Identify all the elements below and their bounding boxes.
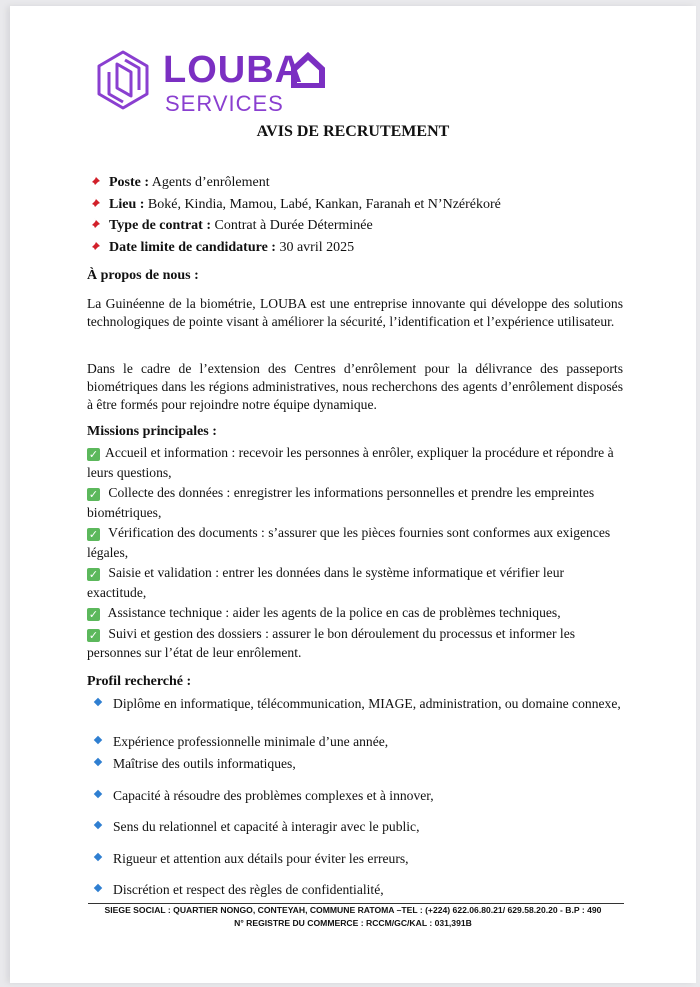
list-item	[87, 443, 623, 482]
mission-text: Suivi et gestion des dossiers : assurer le bon déroulement du processus et informer les personnes sur l’état de leur enrôlement.	[87, 625, 576, 660]
page-title: AVIS DE RECRUTEMENT	[256, 123, 450, 140]
profile-text: Sens du relationnel et capacité à interagir avec le public,	[113, 819, 420, 834]
diamond-bullet-icon	[94, 698, 102, 706]
profile-text: Maîtrise des outils informatiques,	[113, 756, 296, 771]
profile-text: Expérience professionnelle minimale d’une année,	[113, 734, 389, 749]
footer-divider	[88, 903, 624, 904]
info-label: Poste :	[109, 175, 150, 190]
pushpin-icon	[89, 239, 103, 253]
profile-text: Discrétion et respect des règles de confidentialité,	[113, 882, 384, 897]
pushpin-icon	[89, 196, 103, 210]
missions-list	[87, 443, 623, 664]
mission-text: Collecte des données : enregistrer les informations personnelles et prendre les empreintes biométriques,	[87, 485, 595, 520]
mission-text: Saisie et validation : entrer les données dans le système informatique et vérifier leur exactitude,	[87, 565, 565, 600]
about-paragraph-1: La Guinéenne de la biométrie, LOUBA est une entreprise innovante qui développe des solutions technologiques de pointe visant à améliorer la sécurité, l’identification et l’expérience utilisateur.	[87, 296, 623, 329]
diamond-bullet-icon	[94, 884, 102, 892]
checkmark-icon: ✓	[88, 528, 99, 541]
list-item	[87, 732, 623, 752]
list-item	[87, 786, 623, 806]
info-label: Date limite de candidature :	[109, 239, 276, 255]
info-row	[89, 215, 501, 237]
list-item	[87, 849, 623, 869]
diamond-bullet-icon	[94, 736, 102, 744]
info-row	[89, 194, 501, 216]
info-value: Agents d’enrôlement	[151, 175, 270, 190]
list-item	[87, 523, 623, 562]
checkmark-icon: ✓	[88, 608, 99, 621]
profile-heading: Profil recherché :	[87, 674, 192, 689]
diamond-bullet-icon	[94, 790, 102, 798]
list-item	[87, 624, 623, 663]
louba-logo	[95, 44, 325, 124]
profile-list	[87, 694, 623, 897]
pushpin-icon	[89, 217, 103, 231]
list-item	[87, 694, 623, 714]
list-item	[87, 483, 623, 522]
mission-text: Vérification des documents : s’assurer que les pièces fournies sont conformes aux exigences légales,	[87, 525, 611, 560]
profile-text: Rigueur et attention aux détails pour éviter les erreurs,	[113, 851, 409, 866]
footer-address: SIEGE SOCIAL : QUARTIER NONGO, CONTEYAH, COMMUNE RATOMA –TEL : (+224) 622.06.80.21/ 629.58.20.20 - B.P : 490	[104, 905, 602, 915]
logo-brand: LOUBA	[163, 49, 304, 91]
list-item	[87, 817, 623, 837]
list-item	[87, 603, 623, 623]
info-label: Lieu :	[109, 196, 145, 212]
about-paragraph-2: Dans le cadre de l’extension des Centres d’enrôlement pour la délivrance des passeports biométriques dans les régions administratives, nous recherchons des agents d’enrôlement disposés à être formés pour rejoindre notre équipe dynamique.	[87, 361, 623, 412]
logo-mark-icon	[95, 50, 151, 112]
list-item	[87, 563, 623, 602]
profile-text: Diplôme en informatique, télécommunication, MIAGE, administration, ou domaine connexe,	[113, 696, 621, 711]
house-icon	[291, 52, 325, 88]
about-heading: À propos de nous :	[87, 268, 199, 283]
mission-text: Accueil et information : recevoir les personnes à enrôler, expliquer la procédure et répondre à leurs questions,	[87, 445, 614, 480]
pushpin-icon	[89, 174, 103, 188]
checkmark-icon: ✓	[88, 568, 99, 581]
info-value: Boké, Kindia, Mamou, Labé, Kankan, Faranah et N’Nzérékoré	[147, 196, 501, 212]
info-value: Contrat à Durée Déterminée	[214, 218, 373, 233]
info-row	[89, 172, 501, 194]
mission-text: Assistance technique : aider les agents de la police en cas de problèmes techniques,	[107, 605, 561, 620]
footer-registry: N° REGISTRE DU COMMERCE : RCCM/GC/KAL : 031,391B	[234, 918, 472, 928]
info-value: 30 avril 2025	[279, 239, 355, 255]
info-row	[89, 237, 501, 259]
diamond-bullet-icon	[94, 821, 102, 829]
list-item	[87, 754, 623, 774]
checkmark-icon: ✓	[88, 628, 99, 642]
checkmark-icon: ✓	[88, 488, 99, 501]
list-item	[87, 880, 623, 900]
document-page	[10, 6, 696, 983]
profile-text: Capacité à résoudre des problèmes complexes et à innover,	[113, 788, 434, 803]
diamond-bullet-icon	[94, 853, 102, 861]
info-label: Type de contrat :	[109, 218, 211, 233]
diamond-bullet-icon	[94, 758, 102, 766]
job-info	[89, 172, 501, 258]
missions-heading: Missions principales :	[87, 424, 217, 439]
checkmark-icon: ✓	[88, 448, 99, 461]
logo-subtitle: SERVICES	[165, 91, 284, 116]
